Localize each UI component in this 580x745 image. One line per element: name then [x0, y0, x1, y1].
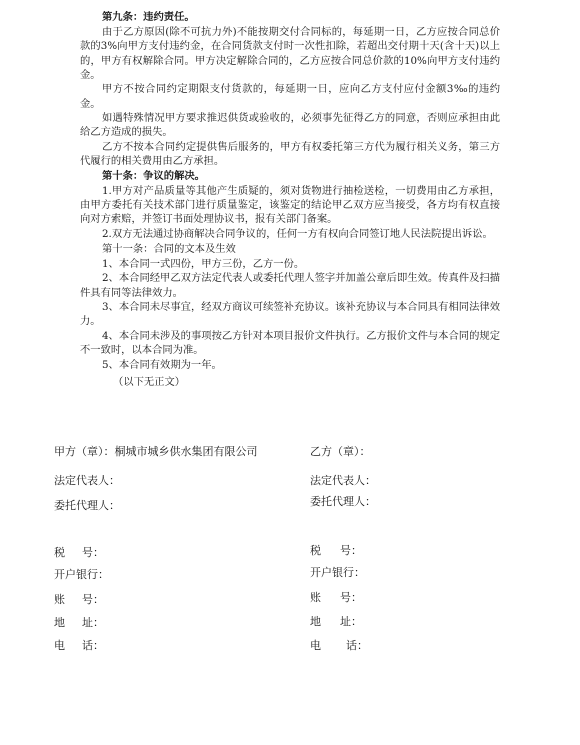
- party-b-bank-label: 开户银行：: [310, 566, 365, 579]
- party-b-agent-label: 委托代理人：: [310, 495, 376, 508]
- party-a-seal-label: 甲方（章）：: [54, 445, 115, 458]
- party-b-address-label: 地 址：: [310, 615, 362, 628]
- signature-row-address: [54, 616, 554, 632]
- signature-row-seal: [54, 445, 554, 461]
- section-11-paragraph-5: 5、本合同有效期为一年。: [102, 358, 222, 371]
- party-a-account-label: 账 号：: [54, 593, 104, 606]
- party-a-bank-label: 开户银行：: [54, 568, 109, 581]
- section-heading-10: 第十条：争议的解决。: [102, 169, 205, 182]
- party-a-address-label: 地 址：: [54, 616, 104, 629]
- party-b-legal-rep-label: 法定代表人：: [310, 474, 376, 487]
- party-b-seal-label: 乙方（章）：: [310, 445, 371, 458]
- section-11-paragraph-4: 4、本合同未涉及的事项按乙方针对本项目报价文件执行。乙方报价文件与本合同的规定不一致时，以本合同为准。: [80, 329, 500, 357]
- party-a-legal-rep-label: 法定代表人：: [54, 474, 120, 487]
- signature-row-bank: [54, 568, 554, 584]
- party-b-phone-label: 电 话：: [310, 639, 368, 652]
- party-b-tax-no-label: 税 号：: [310, 544, 362, 557]
- section-11-paragraph-3: 3、本合同未尽事宜，经双方商议可续签补充协议。该补充协议与本合同具有相同法律效力。: [80, 301, 500, 328]
- signature-row-tax-no: [54, 546, 554, 562]
- section-heading-11: 第十一条：合同的文本及生效: [102, 242, 236, 255]
- party-a-agent-label: 委托代理人：: [54, 499, 120, 512]
- section-heading-9: 第九条：违约责任。: [102, 11, 195, 23]
- signature-row-phone: [54, 639, 554, 655]
- end-of-text-note: （以下无正文）: [113, 375, 186, 388]
- section-9-paragraph-3: 如遇特殊情况甲方要求推迟供货或验收的，必须事先征得乙方的同意，否则应承担由此给乙方造成的损失。: [80, 112, 500, 139]
- section-9-paragraph-2: 甲方不按合同约定期限支付货款的，每延期一日，应向乙方支付应付金额3‰的违约金。: [80, 83, 500, 110]
- signature-row-legal-rep: [54, 474, 554, 490]
- section-10-paragraph-1: 1.甲方对产品质量等其他产生质疑的，须对货物进行抽检送检，一切费用由乙方承担，由甲方委托有关技术部门进行质量鉴定，该鉴定的结论甲乙双方应当接受，各方均有权直接向对方索赔，并签订书面处理协议书，报有关部门备案。: [80, 185, 500, 226]
- section-10-paragraph-2: 2.双方无法通过协商解决合同争议的，任何一方有权向合同签订地人民法院提出诉讼。: [102, 228, 493, 240]
- contract-body: [80, 10, 500, 390]
- party-b-account-label: 账 号：: [310, 591, 362, 604]
- section-9-paragraph-4: 乙方不按本合同约定提供售后服务的，甲方有权委托第三方代为履行相关义务，第三方代履行的相关费用由乙方承担。: [80, 141, 500, 168]
- section-11-paragraph-1: 1、本合同一式四份，甲方三份，乙方一份。: [102, 257, 305, 270]
- section-9-paragraph-1: 由于乙方原因(除不可抗力外)不能按期交付合同标的，每延期一日，乙方应按合同总价款的3%向甲方支付违约金，在合同货款支付时一次性扣除，若超出交付期十天(含十天)以上的，甲方有权解除合同。甲方决定解除合同的，乙方应按合同总价款的10%向甲方支付违约金。: [80, 26, 500, 81]
- party-a-phone-label: 电 话：: [54, 639, 104, 652]
- signature-row-agent: [54, 495, 554, 515]
- signature-row-account: [54, 593, 554, 609]
- section-11-paragraph-2: 2、本合同经甲乙双方法定代表人或委托代理人签字并加盖公章后即生效。传真件及扫描件具有同等法律效力。: [80, 272, 500, 299]
- party-a-company-name: 桐城市城乡供水集团有限公司: [114, 445, 258, 458]
- party-a-tax-no-label: 税 号：: [54, 546, 104, 559]
